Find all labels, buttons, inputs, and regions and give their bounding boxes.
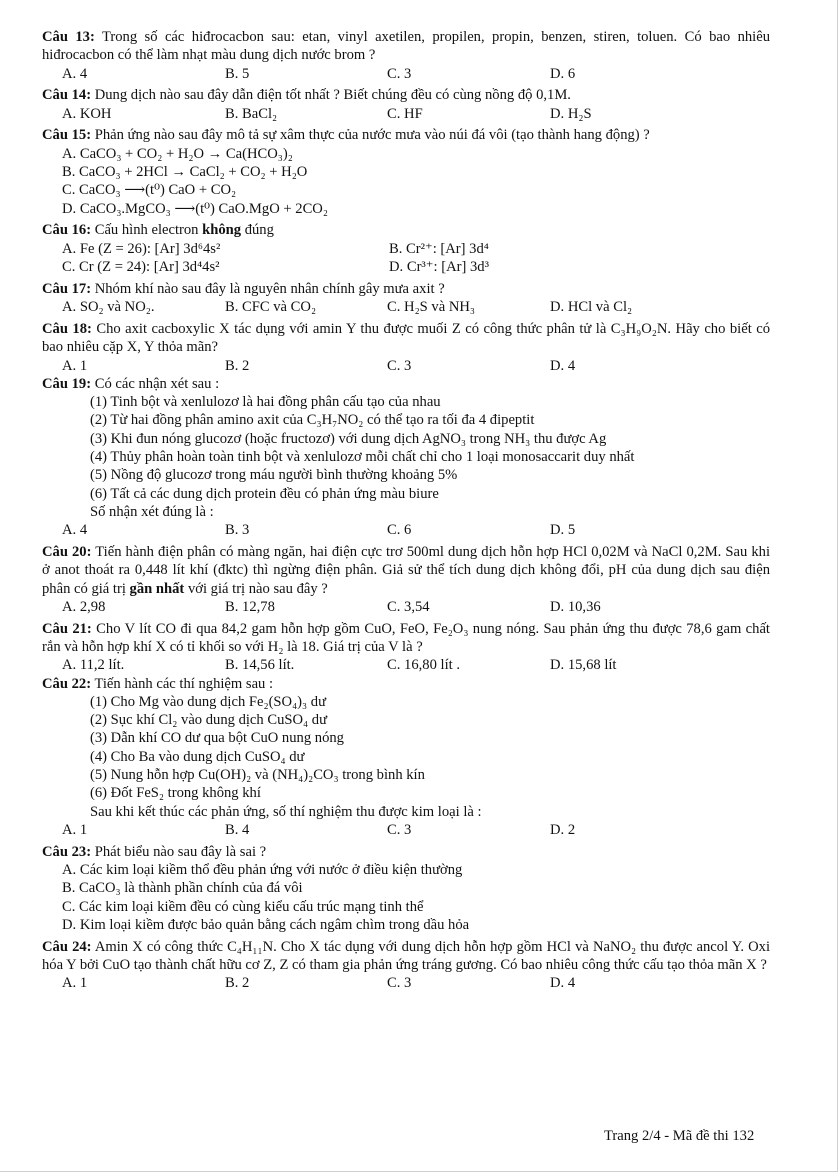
option-d: D. 15,68 lít [550,657,617,674]
question-16 [42,221,770,276]
question-19 [42,375,770,540]
options-row [42,240,770,258]
question-text: Cho V lít CO đi qua 84,2 gam hỗn hợp gồm CuO, FeO, Fe₂O₃ nung nóng. Sau phản ứng thu được 78,6 gam chất rắn và hỗn hợp khí X có tỉ khối so với H₂ là 18. Giá trị của V là ? [42,620,770,655]
question-text: Có các nhận xét sau : [91,375,220,392]
statement-6: (6) Đốt FeS₂ trong không khí [90,785,261,802]
option-a: A. 4 [62,522,88,539]
option-b: B. CaCO₃ là thành phần chính của đá vôi [62,880,303,897]
option-c: C. Các kim loại kiềm đều có cùng kiểu cấu trúc mạng tinh thể [62,898,424,915]
option-a: A. 1 [62,357,88,374]
options-row [42,298,770,316]
option-b: B. 3 [225,522,250,539]
question-23 [42,843,770,934]
question-14 [42,86,770,123]
option-c: C. 3 [387,357,412,374]
options-row [42,598,770,616]
question-21 [42,620,770,675]
option-c: C. 3 [387,65,412,82]
option-d: D. 10,36 [550,598,601,615]
question-label: Câu 20: [42,544,92,561]
options-row [42,105,770,123]
option-b: B. CaCO₃ + 2HCl → CaCl₂ + CO₂ + H₂O [62,164,308,181]
question-emphasis: gần nhất [129,580,185,597]
question-text: Phản ứng nào sau đây mô tả sự xâm thực của nước mưa vào núi đá vôi (tạo thành hang động) ? [91,127,650,144]
question-text: Trong số các hiđrocacbon sau: etan, vinyl axetilen, propilen, propin, benzen, stiren, toluen. Có bao nhiêu hiđrocacbon có thể làm nhạt màu dung dịch nước brom ? [42,29,770,64]
option-a: A. Các kim loại kiềm thổ đều phản ứng với nước ở điều kiện thường [62,862,463,879]
option-b: B. 14,56 lít. [225,657,295,674]
question-label: Câu 21: [42,620,92,637]
option-d: D. HCl và Cl₂ [550,299,633,316]
options-row [42,357,770,375]
options-row [42,65,770,83]
option-d: D. CaCO₃.MgCO₃ ⟶(t⁰) CaO.MgO + 2CO₂ [62,200,328,217]
option-c: C. H₂S và NH₃ [387,299,476,316]
option-c: C. 3 [387,975,412,992]
statement-3: (3) Khi đun nóng glucozơ (hoặc fructozơ) với dung dịch AgNO₃ trong NH₃ thu được Ag [90,430,607,447]
option-d: D. 4 [550,975,576,992]
statement-3: (3) Dẫn khí CO dư qua bột CuO nung nóng [90,730,344,747]
options-row [42,821,770,839]
option-b: B. Cr²⁺: [Ar] 3d⁴ [389,240,489,257]
option-d: D. 5 [550,522,576,539]
question-text: Nhóm khí nào sau đây là nguyên nhân chính gây mưa axit ? [91,280,445,297]
option-d: D. Cr³⁺: [Ar] 3d³ [389,259,489,276]
statement-4: (4) Cho Ba vào dung dịch CuSO₄ dư [90,748,305,765]
question-text: Dung dịch nào sau đây dẫn điện tốt nhất ? Biết chúng đều có cùng nồng độ 0,1M. [91,87,571,104]
option-b: B. 2 [225,975,250,992]
question-17 [42,280,770,317]
option-b: B. CFC và CO₂ [225,299,317,316]
question-22 [42,675,770,840]
option-b: B. 4 [225,821,250,838]
question-text: Cho axit cacboxylic X tác dụng với amin Y thu được muối Z có công thức phân tử là C₃H₉O₂N. Hãy cho biết có bao nhiêu cặp X, Y thỏa mãn? [42,320,770,356]
statement-1: (1) Tinh bột và xenlulozơ là hai đồng phân cấu tạo của nhau [90,394,441,411]
option-c: C. 16,80 lít . [387,657,460,674]
option-a: A. Fe (Z = 26): [Ar] 3d⁶4s² [62,240,221,257]
option-c: C. 3,54 [387,598,430,615]
statement-5: (5) Nung hỗn hợp Cu(OH)₂ và (NH₄)₂CO₃ trong bình kín [90,767,425,784]
options-row [42,258,770,276]
option-b: B. 2 [225,357,250,374]
option-d: D. 2 [550,821,576,838]
question-text-end: đúng [241,222,274,239]
question-20 [42,543,770,616]
question-label: Câu 16: [42,222,92,239]
question-text-end: với giá trị nào sau đây ? [184,580,328,597]
option-a: A. SO₂ và NO₂. [62,299,155,316]
option-a: A. KOH [62,105,112,122]
options-row [42,974,770,992]
question-text: Amin X có công thức C₄H₁₁N. Cho X tác dụng với dung dịch hỗn hợp gồm HCl và NaNO₂ thu được ancol Y. Oxi hóa Y bởi CuO tạo thành chất hữu cơ Z, Z có tham gia phản ứng tráng gương. Có bao nhiêu công thức cấu tạo thỏa mãn X ? [42,938,771,974]
statement-5: (5) Nồng độ glucozơ trong máu người bình thường khoảng 5% [90,467,458,484]
exam-content [42,28,770,993]
question-label: Câu 24: [42,938,92,955]
option-a: A. 4 [62,65,88,82]
option-c: C. 6 [387,522,412,539]
options-row [42,521,770,539]
option-a: A. 1 [62,821,88,838]
option-b: B. BaCl₂ [225,105,278,122]
option-a: A. 11,2 lít. [62,657,125,674]
question-label: Câu 22: [42,675,92,692]
option-d: D. Kim loại kiềm được bảo quản bằng cách ngâm chìm trong dầu hỏa [62,916,470,933]
question-label: Câu 14: [42,87,92,104]
option-a: A. 2,98 [62,598,106,615]
question-text: Cấu hình electron [91,222,203,239]
page-footer: Trang 2/4 - Mã đề thi 132 [604,1128,755,1144]
question-text: Phát biểu nào sau đây là sai ? [91,843,267,860]
question-15 [42,126,770,217]
question-text: Tiến hành điện phân có màng ngăn, hai điện cực trơ 500ml dung dịch hỗn hợp HCl 0,02M và NaCl 0,2M. Sau khi ở anot thoát ra 0,448 lít khí (đktc) thì ngừng điện phân. Giả sử thể tích dung dịch không đổi, pH của dung dịch sau điện phân có giá trị [42,544,770,597]
option-b: B. 5 [225,65,250,82]
statement-2: (2) Sục khí Cl₂ vào dung dịch CuSO₄ dư [90,712,327,729]
option-b: B. 12,78 [225,598,275,615]
option-a: A. 1 [62,975,88,992]
question-label: Câu 18: [42,320,92,337]
statement-2: (2) Từ hai đồng phân amino axit của C₃H₇NO₂ có thể tạo ra tối đa 4 đipeptit [90,412,535,429]
option-d: D. 6 [550,65,576,82]
options-row [42,656,770,674]
question-18 [42,320,770,375]
option-a: A. CaCO₃ + CO₂ + H₂O → Ca(HCO₃)₂ [62,145,293,162]
statement-6: (6) Tất cả các dung dịch protein đều có phản ứng màu biure [90,485,439,502]
option-c: C. CaCO₃ ⟶(t⁰) CaO + CO₂ [62,182,237,199]
question-label: Câu 15: [42,127,92,144]
option-c: C. HF [387,105,423,122]
statement-4: (4) Thủy phân hoàn toàn tinh bột và xenlulozơ mỗi chất chỉ cho 1 loại monosaccarit duy nhất [90,449,635,466]
question-label: Câu 13: [42,29,95,45]
question-label: Câu 19: [42,375,92,392]
option-c: C. 3 [387,821,412,838]
option-d: D. 4 [550,357,576,374]
question-closing: Sau khi kết thúc các phản ứng, số thí nghiệm thu được kim loại là : [90,803,482,820]
question-label: Câu 17: [42,280,92,297]
question-emphasis: không [202,222,242,239]
option-d: D. H₂S [550,105,592,122]
question-24 [42,938,770,993]
statement-1: (1) Cho Mg vào dung dịch Fe₂(SO₄)₃ dư [90,693,326,710]
question-label: Câu 23: [42,843,92,860]
option-c: C. Cr (Z = 24): [Ar] 3d⁴4s² [62,259,220,276]
question-13 [42,28,770,83]
question-closing: Số nhận xét đúng là : [90,503,214,520]
question-text: Tiến hành các thí nghiệm sau : [91,675,274,692]
